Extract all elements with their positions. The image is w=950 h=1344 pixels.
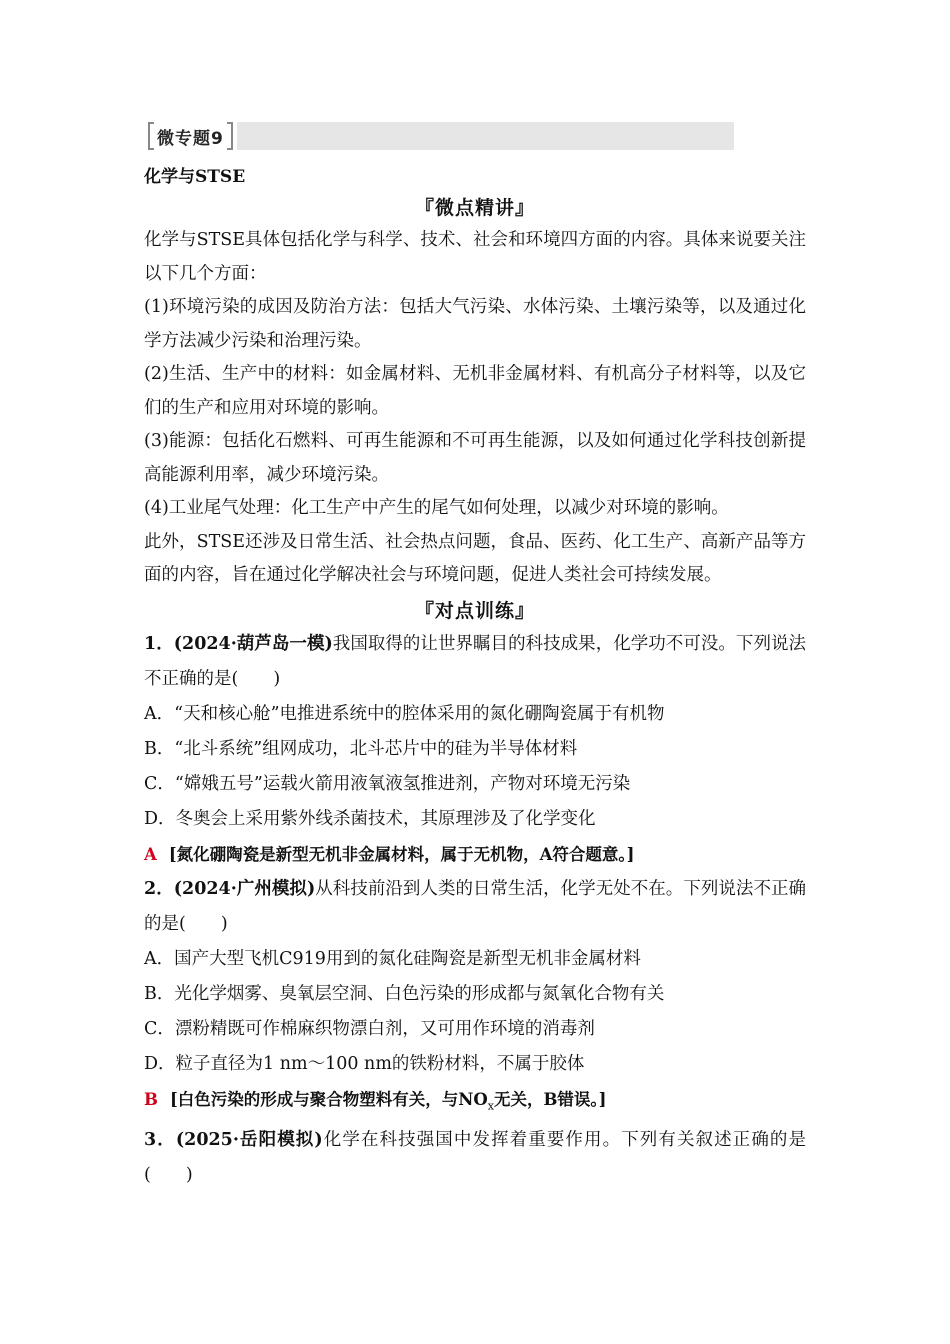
intro-paragraph: (3)能源：包括化石燃料、可再生能源和不可再生能源，以及如何通过化学科技创新提高能源利用率，减少环境污染。 <box>144 431 806 485</box>
question-source: (2024·广州模拟) <box>173 878 316 899</box>
option-c: C．“嫦娥五号”运载火箭用液氧液氢推进剂，产物对环境无污染 <box>144 773 631 794</box>
question-source: (2025·岳阳模拟) <box>175 1129 323 1150</box>
option-b: B．“北斗系统”组网成功，北斗芯片中的硅为半导体材料 <box>144 738 578 759</box>
bracket-left-icon <box>148 122 154 150</box>
option-a: A．国产大型飞机C919用到的氮化硅陶瓷是新型无机非金属材料 <box>144 948 641 969</box>
question-source: (2024·葫芦岛一模) <box>173 633 333 654</box>
option-d: D．粒子直径为1 nm～100 nm的铁粉材料，不属于胶体 <box>144 1053 585 1074</box>
intro-paragraph: 此外，STSE还涉及日常生活、社会热点问题，食品、医药、化工生产、高新产品等方面的内容，旨在通过化学解决社会与环境问题，促进人类社会可持续发展。 <box>144 531 806 585</box>
question-number: 3． <box>144 1129 176 1150</box>
answer-text-post: 无关，B错误。] <box>493 1089 607 1109</box>
page-subtitle: 化学与STSE <box>144 167 246 187</box>
question-stem <box>144 1123 806 1193</box>
question-number: 1． <box>144 633 174 654</box>
section-heading-practice: 『对点训练』 <box>414 599 535 622</box>
question-stem <box>144 627 806 697</box>
question-text: 化学在科技强国中发挥着重要作用。下列有关叙述正确的是( ) <box>144 1129 806 1185</box>
question-3 <box>144 1123 806 1193</box>
intro-paragraph: (2)生活、生产中的材料：如金属材料、无机非金属材料、有机高分子材料等，以及它们的生产和应用对环境的影响。 <box>144 364 806 418</box>
question-text: 我国取得的让世界瞩目的科技成果，化学功不可没。下列说法不正确的是( ) <box>144 633 806 689</box>
intro-paragraph: 化学与STSE具体包括化学与科学、技术、社会和环境四方面的内容。具体来说要关注以下几个方面： <box>144 230 806 284</box>
answer-text-pre: [白色污染的形成与聚合物塑料有关，与NO <box>169 1089 488 1109</box>
option-b: B．光化学烟雾、臭氧层空洞、白色污染的形成都与氮氧化合物有关 <box>144 983 665 1004</box>
intro-block <box>144 224 806 593</box>
topic-label: 微专题9 <box>157 128 224 149</box>
answer-explanation <box>144 837 806 872</box>
answer-explanation <box>144 1082 806 1123</box>
answer-letter: B <box>144 1089 158 1109</box>
intro-paragraph: (1)环境污染的成因及防治方法：包括大气污染、水体污染、土壤污染等，以及通过化学方法减少污染和治理污染。 <box>144 297 806 351</box>
option-a: A．“天和核心舱”电推进系统中的腔体采用的氮化硼陶瓷属于有机物 <box>144 703 665 724</box>
bracket-right-icon <box>227 122 233 150</box>
question-stem <box>144 872 806 942</box>
answer-letter: A <box>144 844 157 864</box>
question-1 <box>144 627 806 872</box>
answer-subscript: x <box>487 1098 494 1112</box>
intro-paragraph: (4)工业尾气处理：化工生产中产生的尾气如何处理，以减少对环境的影响。 <box>144 498 729 518</box>
topic-tag <box>144 122 237 150</box>
answer-text: [氮化硼陶瓷是新型无机非金属材料，属于无机物，A符合题意。] <box>168 844 635 864</box>
question-number: 2． <box>144 878 174 899</box>
question-2 <box>144 872 806 1123</box>
section-heading-lecture: 『微点精讲』 <box>414 197 535 219</box>
document-page <box>144 122 806 1193</box>
option-c: C．漂粉精既可作棉麻织物漂白剂，又可用作环境的消毒剂 <box>144 1018 595 1039</box>
question-text: 从科技前沿到人类的日常生活，化学无处不在。下列说法不正确的是( ) <box>144 878 806 934</box>
topic-banner <box>144 122 734 150</box>
option-d: D．冬奥会上采用紫外线杀菌技术，其原理涉及了化学变化 <box>144 808 596 829</box>
